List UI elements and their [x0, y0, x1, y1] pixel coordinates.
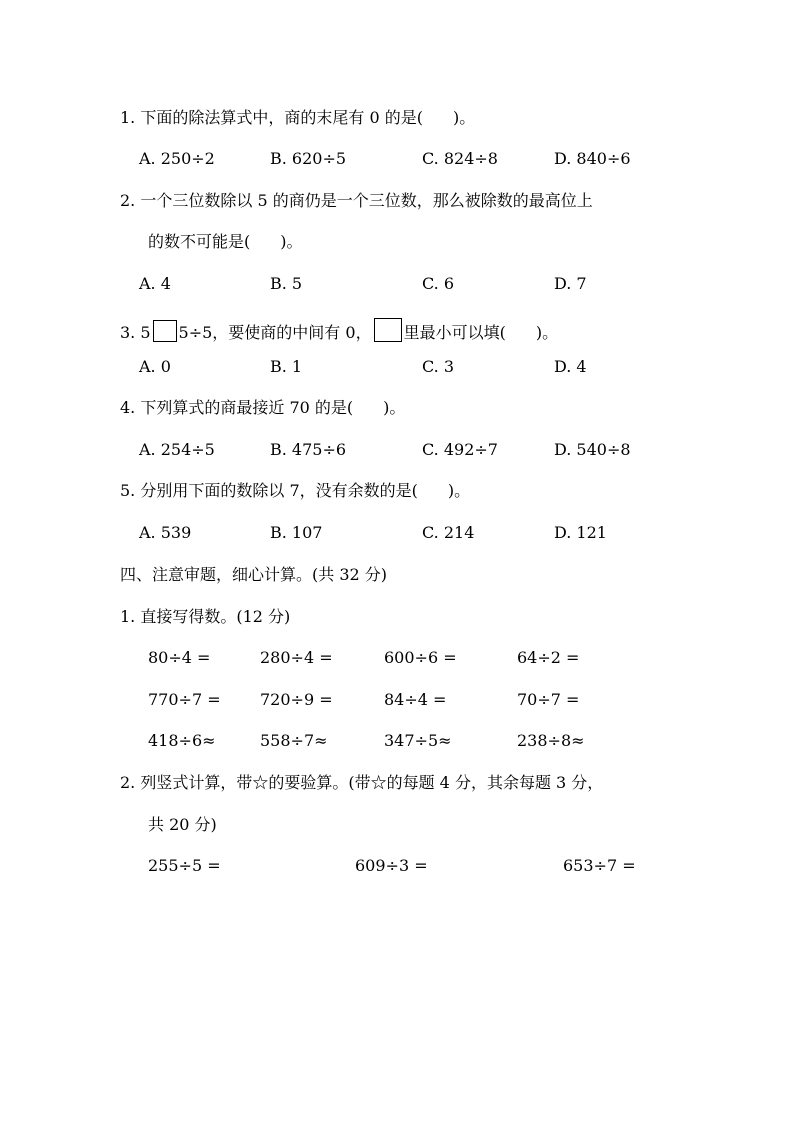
vertical-calc-item: 609÷3 =	[355, 856, 428, 875]
calc-item: 347÷5≈	[384, 731, 452, 750]
question-4-text-end: )。	[383, 398, 406, 417]
question-2-text-end: )。	[280, 232, 303, 251]
calc-item: 558÷7≈	[260, 731, 328, 750]
q3-option-a[interactable]: A. 0	[139, 357, 171, 376]
calc-item: 418÷6≈	[148, 731, 216, 750]
question-2-text: 的数不可能是(	[148, 232, 251, 251]
q1-option-b[interactable]: B. 620÷5	[270, 149, 347, 168]
q3-option-b[interactable]: B. 1	[270, 357, 303, 376]
digit-box-reference	[374, 318, 402, 342]
question-1-text-end: )。	[452, 108, 476, 127]
calc-item: 64÷2 =	[517, 648, 580, 667]
question-4-text: 4. 下列算式的商最接近 70 的是(	[120, 398, 354, 417]
question-1-stem	[120, 108, 475, 128]
question-5-text-end: )。	[447, 481, 471, 500]
question-3-prefix: 3. 5	[120, 323, 151, 342]
calc-item: 720÷9 =	[260, 690, 333, 709]
q2-option-c[interactable]: C. 6	[422, 274, 455, 293]
question-4-stem	[120, 398, 405, 418]
calc-item: 770÷7 =	[148, 690, 221, 709]
question-3-stem	[120, 318, 558, 343]
q4-option-b[interactable]: B. 475÷6	[270, 440, 347, 459]
question-2-stem-line2	[148, 232, 303, 252]
q1-option-a[interactable]: A. 250÷2	[139, 149, 215, 168]
q2-option-a[interactable]: A. 4	[139, 274, 171, 293]
question-3-suffix-end: )。	[535, 323, 559, 342]
calc-item: 280÷4 =	[260, 648, 333, 667]
question-3-mid: 5÷5，要使商的中间有 0，	[178, 323, 372, 342]
question-3-suffix: 里最小可以填(	[403, 323, 506, 342]
question-2-stem-line1: 2. 一个三位数除以 5 的商仍是一个三位数，那么被除数的最高位上	[120, 191, 593, 210]
q5-option-d[interactable]: D. 121	[554, 523, 607, 542]
q5-option-b[interactable]: B. 107	[270, 523, 323, 542]
q2-option-b[interactable]: B. 5	[270, 274, 303, 293]
section-4-title: 四、注意审题，细心计算。(共 32 分)	[120, 565, 388, 584]
part-2-title-line1: 2. 列竖式计算，带☆的要验算。(带☆的每题 4 分，其余每题 3 分，	[120, 773, 604, 792]
q1-option-d[interactable]: D. 840÷6	[554, 149, 631, 168]
q5-option-a[interactable]: A. 539	[139, 523, 192, 542]
question-1-text: 1. 下面的除法算式中，商的末尾有 0 的是(	[120, 108, 423, 127]
vertical-calc-item: 255÷5 =	[148, 856, 221, 875]
calc-item: 70÷7 =	[517, 690, 580, 709]
calc-item: 238÷8≈	[517, 731, 585, 750]
calc-item: 84÷4 =	[384, 690, 447, 709]
q3-option-c[interactable]: C. 3	[422, 357, 455, 376]
digit-box[interactable]	[153, 320, 177, 342]
q4-option-d[interactable]: D. 540÷8	[554, 440, 631, 459]
q4-option-a[interactable]: A. 254÷5	[139, 440, 215, 459]
q4-option-c[interactable]: C. 492÷7	[422, 440, 498, 459]
vertical-calc-item: 653÷7 =	[563, 856, 636, 875]
part-1-title: 1. 直接写得数。(12 分)	[120, 607, 291, 626]
part-2-title-line2: 共 20 分)	[148, 815, 217, 834]
q1-option-c[interactable]: C. 824÷8	[422, 149, 498, 168]
q2-option-d[interactable]: D. 7	[554, 274, 587, 293]
q3-option-d[interactable]: D. 4	[554, 357, 587, 376]
question-5-text: 5. 分别用下面的数除以 7，没有余数的是(	[120, 481, 418, 500]
question-5-stem	[120, 481, 470, 501]
calc-item: 600÷6 =	[384, 648, 457, 667]
q5-option-c[interactable]: C. 214	[422, 523, 475, 542]
calc-item: 80÷4 =	[148, 648, 211, 667]
